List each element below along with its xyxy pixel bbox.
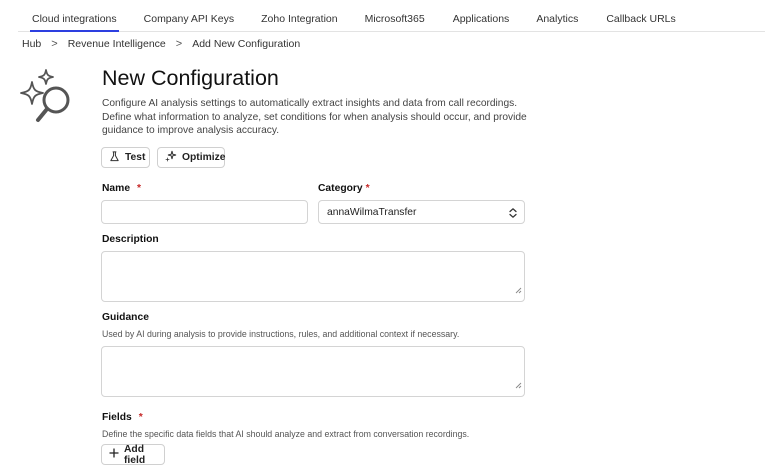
test-button-label: Test (125, 152, 146, 163)
guidance-textarea[interactable] (101, 346, 525, 397)
page-title: New Configuration (102, 66, 279, 90)
description-textarea[interactable] (101, 251, 525, 302)
breadcrumb-hub[interactable]: Hub (22, 38, 42, 50)
resize-handle-icon[interactable] (515, 376, 522, 394)
resize-handle-icon[interactable] (515, 281, 522, 299)
required-mark: * (365, 183, 370, 194)
tab-microsoft365[interactable]: Microsoft365 (364, 13, 425, 25)
flask-icon (109, 151, 125, 165)
guidance-hint: Used by AI during analysis to provide instructions, rules, and additional context if necessary. (102, 329, 460, 339)
breadcrumb-separator: > (175, 38, 183, 50)
breadcrumb-separator: > (51, 38, 58, 50)
test-button[interactable] (101, 147, 150, 168)
name-label: Name * (102, 183, 142, 194)
breadcrumb (22, 38, 300, 50)
category-select-value: annaWilmaTransfer (327, 206, 417, 218)
tab-company-api-keys[interactable]: Company API Keys (143, 13, 235, 25)
optimize-button[interactable] (157, 147, 225, 168)
add-field-button-label: Add field (124, 443, 146, 465)
tab-cloud-integrations[interactable]: Cloud integrations (30, 0, 119, 32)
description-label: Description (102, 234, 159, 245)
category-label: Category * (318, 183, 370, 194)
breadcrumb-revenue-intelligence[interactable]: Revenue Intelligence (67, 38, 166, 50)
tab-callback-urls[interactable]: Callback URLs (606, 13, 676, 25)
fields-label: Fields * (102, 412, 143, 423)
top-tabs (18, 0, 765, 32)
category-select[interactable] (318, 200, 525, 224)
guidance-label: Guidance (102, 312, 149, 323)
fields-hint: Define the specific data fields that AI should analyze and extract from conversation recordings. (102, 429, 470, 439)
name-input[interactable] (101, 200, 308, 224)
chevron-up-down-icon (508, 207, 518, 222)
page-description: Configure AI analysis settings to automatically extract insights and data from call recordings. Define what information to analyze, set conditions for when analysis should occur, and provide guidance to improve analysis accuracy. (102, 98, 527, 136)
sparkle-search-icon (20, 68, 82, 130)
tab-analytics[interactable]: Analytics (536, 13, 579, 25)
required-mark: * (137, 183, 142, 194)
plus-icon (109, 448, 124, 461)
tab-zoho-integration[interactable]: Zoho Integration (261, 13, 338, 25)
tab-applications[interactable]: Applications (452, 13, 510, 25)
sparkles-icon (165, 150, 182, 165)
breadcrumb-current: Add New Configuration (192, 38, 301, 50)
required-mark: * (138, 412, 143, 423)
add-field-button[interactable] (101, 444, 165, 465)
optimize-button-label: Optimize (182, 152, 226, 163)
